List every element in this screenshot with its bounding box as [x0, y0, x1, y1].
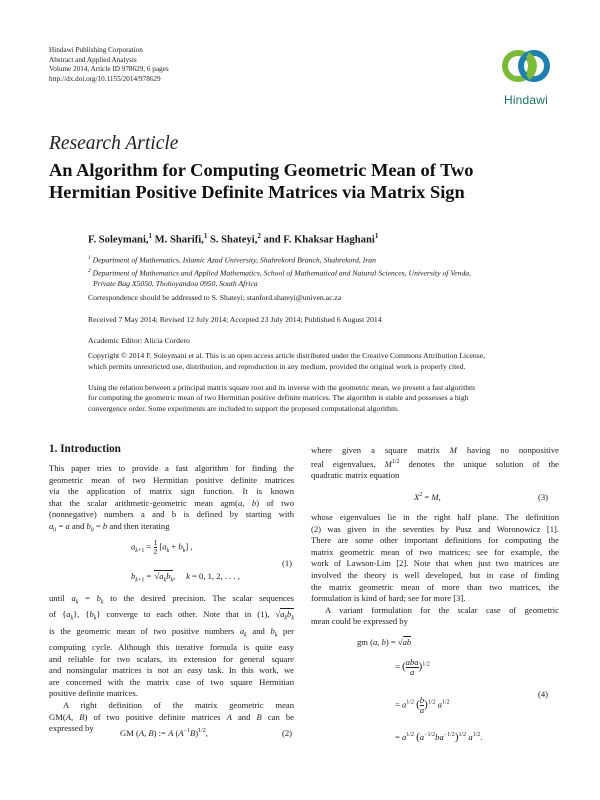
text-line: A right definition of the matrix geometric mean — [63, 699, 294, 710]
copyright-line: which permits unrestricted use, distribution, and reproduction in any medium, provided the original work is properly cited. — [88, 361, 466, 371]
equation-4-line-4: = $a^{1/2}$ $(a^{-1/2}ba^{-1/2})^{1/2}$ $a^{1/2}$. — [395, 731, 483, 743]
text-line: and reliable for two scalars, its extension for general square — [49, 653, 294, 664]
text-line: work of Lawson-Lim [2]. Note that when just two matrices are — [311, 558, 559, 569]
copyright-notice — [88, 351, 558, 372]
text-line: the matrix geometric mean of more than two matrices, the — [311, 581, 559, 592]
right-column-paragraph-1 — [311, 445, 559, 482]
text-line: that the scalar arithmetic-geometric mean agm(a, b) of two — [49, 497, 294, 508]
text-line: and nonsingular matrices is not an easy task. In this work, we — [49, 665, 294, 676]
academic-editor — [88, 336, 558, 347]
abstract-line: Using the relation between a principal matrix square root and its inverse with the geometric mean, we present a fast algorithm — [88, 383, 476, 392]
equation-2: GM (A, B) := A $(A^{-1}B)^{1/2}$, — [120, 728, 208, 738]
affiliations — [88, 253, 558, 289]
equation-1-line-2: $b_{k+1} = √a_kb_k$, k = 0, 1, 2, . . . , — [131, 571, 240, 584]
doi-link[interactable]: http://dx.doi.org/10.1155/2014/978629 — [49, 74, 161, 83]
text-line: whose eigenvalues lie in the right half plane. The definition — [311, 512, 559, 522]
copyright-line: Copyright © 2014 F. Soleymani et al. This is an open access article distributed under the Creative Commons Attribution License, — [88, 351, 486, 360]
right-column-paragraph-2 — [311, 512, 559, 628]
affiliation-1 — [88, 253, 558, 266]
equation-number: (2) — [282, 728, 293, 738]
title-line-2: Hermitian Positive Definite Matrices via Matrix Sign — [49, 182, 465, 202]
equation-number: (3) — [538, 492, 549, 502]
volume-info: Volume 2014, Article ID 978629, 6 pages — [49, 65, 169, 74]
hindawi-rings-icon — [494, 44, 558, 88]
hindawi-logo — [494, 44, 558, 107]
affiliation-2 — [88, 266, 558, 279]
affiliation-number: 2 — [88, 267, 91, 274]
article-title — [49, 159, 559, 203]
text-line: geometric mean of two Hermitian positive definite matrices — [49, 474, 294, 485]
text-line: formulation is kind of hard; see for more [3]. — [311, 593, 466, 604]
author-name: M. Sharifi, — [152, 234, 204, 246]
text-line: matrix geometric mean of two matrices; see for example, the — [311, 546, 559, 557]
journal-header — [49, 46, 169, 84]
article-type: Research Article — [49, 133, 179, 154]
affiliation-2-continued: Private Bag X5050, Thohoyandou 0950, South Africa — [93, 278, 258, 288]
equation-4-line-3: = $a^{1/2}$ ( $\frac{b}{a}$ )$^{1/2}$ $a^{1/2}$ — [395, 695, 450, 715]
abstract-line: convergence order. Some experiments are included to support the proposed computational algorithm. — [88, 403, 399, 413]
author-name: S. Shateyi, — [207, 234, 258, 246]
logo-wordmark: Hindawi — [503, 93, 549, 107]
abstract — [88, 383, 559, 414]
left-column-paragraph-2 — [49, 593, 294, 735]
left-column-paragraph-1 — [49, 463, 294, 537]
text-line: This paper tries to provide a fast algorithm for finding the — [49, 463, 294, 473]
text-line: where given a square matrix M having no nonpositive — [311, 445, 559, 455]
text-line: positive definite matrices. — [49, 688, 139, 699]
text-line: mean could be expressed by — [311, 616, 408, 627]
publisher-name: Hindawi Publishing Corporation — [49, 46, 143, 54]
equation-number: (1) — [282, 558, 293, 568]
author-affiliation-mark: 1 — [374, 232, 379, 240]
editor-text: Academic Editor: Alicia Cordero — [88, 336, 190, 345]
text-line: (2) was given in the seventies by Pusz and Woronowicz [1]. — [311, 523, 559, 534]
history-dates — [88, 315, 558, 326]
text-line: are concerned with the matrix case of two square Hermitian — [49, 676, 294, 687]
text-line: (nonnegative) numbers a and b is defined by starting with — [49, 509, 294, 520]
section-heading: 1. Introduction — [49, 443, 121, 455]
text-line: $a_0 = a$ and $b_0 = b$ and then iterating — [49, 520, 170, 534]
author-affiliation-mark: 1 — [203, 232, 208, 240]
title-line-1: An Algorithm for Computing Geometric Mean of Two — [49, 160, 474, 180]
text-line: There are some other important definitions for computing the — [311, 535, 559, 546]
dates-text: Received 7 May 2014; Revised 12 July 2014; Accepted 23 July 2014; Published 6 August 2014 — [88, 315, 382, 324]
correspondence-text: Correspondence should be addressed to S. Shateyi; stanford.shateyi@univen.ac.za — [88, 293, 342, 302]
text-line: of $\{a_k\}$, $\{b_k\}$ converge to each other. Note that in (1), $√a_kb_k$ — [49, 609, 295, 623]
author-affiliation-mark: 2 — [257, 232, 261, 240]
journal-name: Abstract and Applied Analysis — [49, 55, 137, 64]
author-name: F. Soleymani, — [88, 234, 149, 246]
text-line: computing cycle. Although this iterative formula is quite easy — [49, 641, 294, 652]
text-line: A variant formulation for the scalar case of geometric — [325, 604, 559, 615]
abstract-line: for computing the geometric mean of two Hermitian positive definite matrices. The algorithm is stable and possesses a high — [88, 393, 469, 403]
affiliation-text: Department of Mathematics and Applied Mathematics, School of Mathematical and Natural Sciences, University of Venda, — [90, 268, 472, 278]
equation-4-line-1: gm (a, b) = √ab — [357, 637, 412, 647]
author-name: and F. Khaksar Haghani — [260, 234, 375, 246]
equation-3: $X^2 = M$, — [414, 492, 441, 502]
text-line: expressed by — [49, 723, 94, 734]
text-line: quadratic matrix equation — [311, 470, 400, 481]
text-line: GM(A, B) of two positive definite matrices A and B can be — [49, 711, 295, 722]
correspondence — [88, 293, 558, 304]
equation-1-line-1: $a_{k+1}$ = $\frac{1}{2}$ $[a_k + b_k]$ , — [131, 538, 193, 556]
text-line: is the geometric mean of two positive numbers $a_k$ and $b_k$ per — [49, 625, 294, 639]
text-line: until $a_k = b_k$ to the desired precision. The scalar sequences — [49, 593, 294, 606]
author-list — [88, 232, 378, 246]
text-line: real eigenvalues, $M^{1/2}$ denotes the unique solution of the — [311, 458, 559, 469]
affiliation-number: 1 — [88, 255, 91, 261]
equation-number: (4) — [538, 689, 549, 699]
text-line: via the application of matrix sign function. It is known — [49, 486, 294, 497]
equation-4-line-2: = ( aba a )$^{1/2}$ — [395, 657, 430, 677]
text-line: involved the theory is well developed, but in case of finding — [311, 569, 559, 580]
author-affiliation-mark: 1 — [148, 232, 153, 240]
affiliation-text: Department of Mathematics, Islamic Azad University, Shahrekord Branch, Shahrekord, Iran — [90, 255, 376, 265]
